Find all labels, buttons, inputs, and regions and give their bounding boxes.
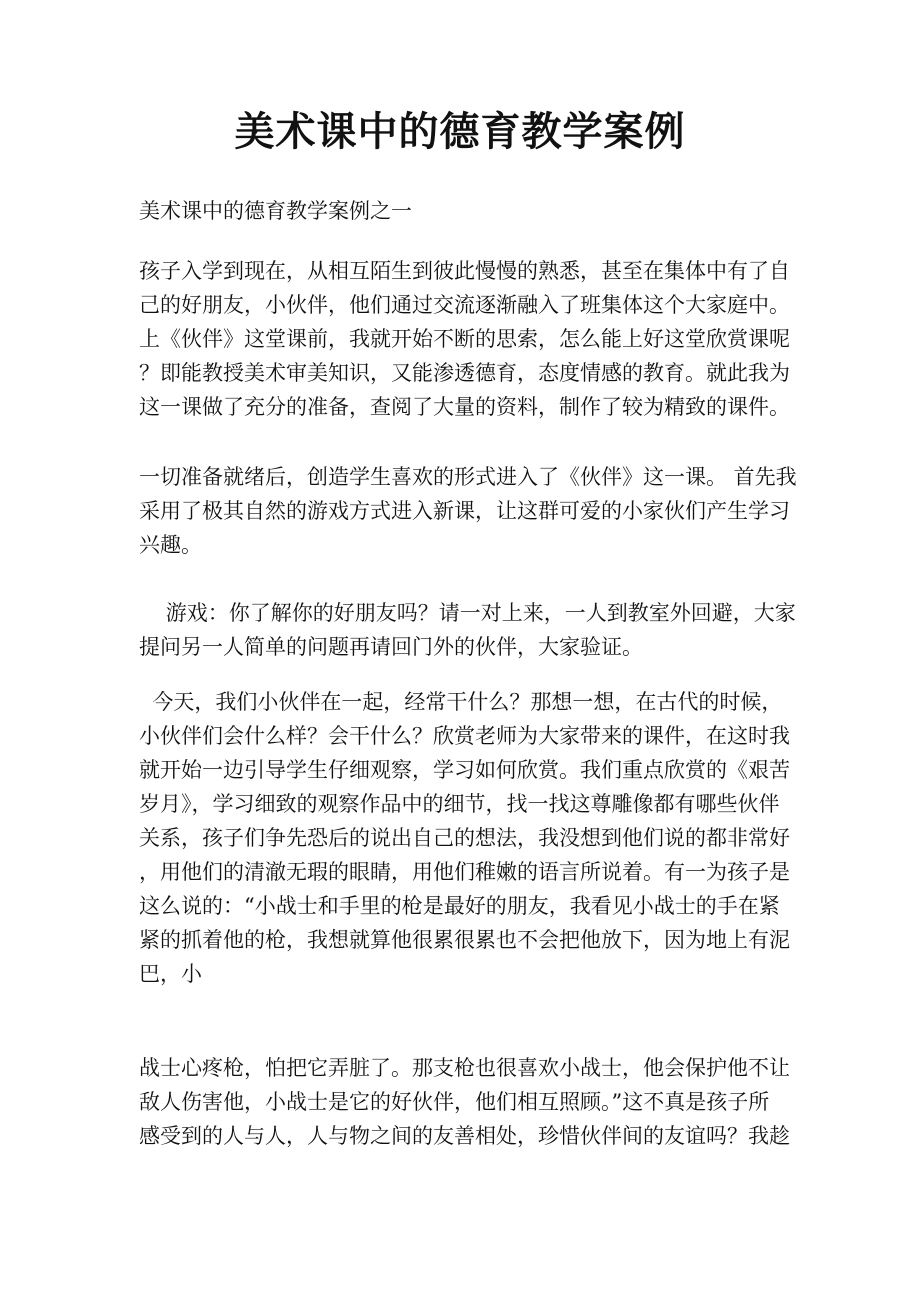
paragraph-line: 战士心疼枪，怕把它弄脏了。那支枪也很喜欢小战士，他会保护他不让 xyxy=(139,1056,790,1080)
paragraph-line: 关系，孩子们争先恐后的说出自己的想法，我没想到他们说的都非常好 xyxy=(139,826,790,850)
subtitle-line: 美术课中的德育教学案例之一 xyxy=(139,199,412,223)
paragraph-line: 己的好朋友，小伙伴，他们通过交流逐渐融入了班集体这个大家庭中。 xyxy=(139,293,790,317)
paragraph-line: 提问另一人简单的问题再请回门外的伙伴，大家验证。 xyxy=(139,635,643,659)
paragraph-line: 岁月》，学习细致的观察作品中的细节，找一找这尊雕像都有哪些伙伴 xyxy=(139,792,780,816)
paragraph-line: 紧的抓着他的枪，我想就算他很累很累也不会把他放下，因为地上有泥 xyxy=(139,928,790,952)
paragraph-line: 这么说的：“小战士和手里的枪是最好的朋友，我看见小战士的手在紧 xyxy=(139,894,780,918)
paragraph-line: ？即能教授美术审美知识，又能渗透德育，态度情感的教育。就此我为 xyxy=(139,361,790,385)
paragraph-line: 感受到的人与人，人与物之间的友善相处，珍惜伙伴间的友谊吗？我趁 xyxy=(139,1124,790,1148)
paragraph-line: 这一课做了充分的准备，查阅了大量的资料，制作了较为精致的课件。 xyxy=(139,395,790,419)
paragraph-line: 游戏：你了解你的好朋友吗？请一对上来，一人到教室外回避，大家 xyxy=(139,601,796,625)
paragraph-2 xyxy=(139,460,797,562)
paragraph-5 xyxy=(139,1051,789,1153)
paragraph-line: 巴，小 xyxy=(139,962,202,986)
paragraph-line: 一切准备就绪后，创造学生喜欢的形式进入了《伙伴》这一课。 首先我 xyxy=(139,465,797,489)
paragraph-line: ，用他们的清澈无瑕的眼睛，用他们稚嫩的语言所说着。有一为孩子是 xyxy=(139,860,790,884)
paragraph-3 xyxy=(139,596,796,664)
paragraph-line: 今天，我们小伙伴在一起，经常干什么？那想一想，在古代的时候， xyxy=(139,690,783,714)
paragraph-line: 小伙伴们会什么样？会干什么？欣赏老师为大家带来的课件，在这时我 xyxy=(139,724,790,748)
paragraph-line: 孩子入学到现在，从相互陌生到彼此慢慢的熟悉，甚至在集体中有了自 xyxy=(139,259,790,283)
paragraph-line: 兴趣。 xyxy=(139,533,202,557)
paragraph-line: 就开始一边引导学生仔细观察，学习如何欣赏。我们重点欣赏的《艰苦 xyxy=(139,758,790,782)
paragraph-line: 采用了极其自然的游戏方式进入新课，让这群可爱的小家伙们产生学习 xyxy=(139,499,790,523)
paragraph-1 xyxy=(139,254,789,424)
document-subtitle xyxy=(139,194,789,228)
paragraph-line: 上《伙伴》这堂课前，我就开始不断的思索，怎么能上好这堂欣赏课呢 xyxy=(139,327,790,351)
document-title: 美术课中的德育教学案例 xyxy=(234,108,686,155)
paragraph-line: 敌人伤害他，小战士是它的好伙伴，他们相互照顾。”这不真是孩子所 xyxy=(139,1090,770,1114)
paragraph-4 xyxy=(139,685,789,991)
